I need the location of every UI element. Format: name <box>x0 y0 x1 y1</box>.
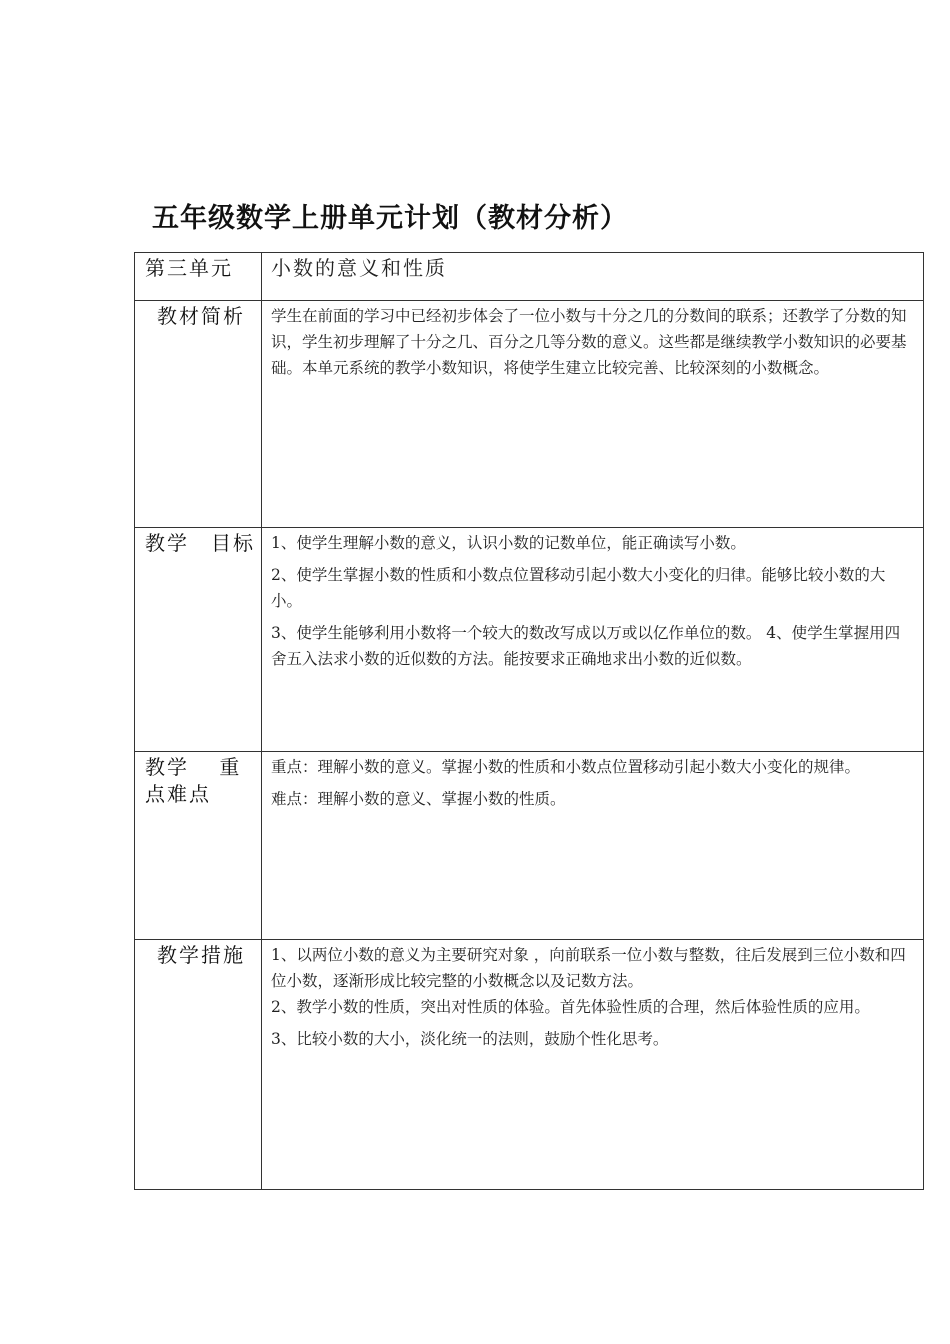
analysis-content-cell <box>262 301 924 528</box>
unit-content-cell <box>262 253 924 301</box>
keypoints-content-cell <box>262 752 924 940</box>
unit-label: 第三单元 <box>145 256 233 280</box>
unit-row <box>135 253 924 301</box>
analysis-label: 教材简析 <box>157 304 245 328</box>
goals-row <box>135 528 924 752</box>
keypoints-row <box>135 752 924 940</box>
page-title: 五年级数学上册单元计划（教材分析） <box>152 203 628 234</box>
measures-content-cell <box>262 940 924 1190</box>
analysis-paragraph: 学生在前面的学习中已经初步体会了一位小数与十分之几的分数间的联系；还教学了分数的知识，学生初步理解了十分之几、百分之几等分数的意义。这些都是继续教学小数知识的必要基础。本单元系统的教学小数知识，将使学生建立比较完善、比较深刻的小数概念。 <box>271 307 907 377</box>
analysis-row <box>135 301 924 528</box>
measures-row <box>135 940 924 1190</box>
unit-name: 小数的意义和性质 <box>271 256 447 280</box>
key-point: 重点：理解小数的意义。掌握小数的性质和小数点位置移动引起小数大小变化的规律。 <box>271 758 861 776</box>
keypoints-label-cell <box>135 752 262 940</box>
unit-label-cell <box>135 253 262 301</box>
keypoints-label: 教学 重点难点 <box>145 755 242 806</box>
measure-item: 1、以两位小数的意义为主要研究对象 ，向前联系一位小数与整数，往后发展到三位小数和四位小数，逐渐形成比较完整的小数概念以及记数方法。 <box>271 946 906 990</box>
measure-item: 2、教学小数的性质，突出对性质的体验。首先体验性质的合理，然后体验性质的应用。 <box>271 998 870 1016</box>
plan-table <box>134 252 924 1190</box>
goal-item: 3、使学生能够利用小数将一个较大的数改写成以万或以亿作单位的数。 4、使学生掌握用四舍五入法求小数的近似数的方法。能按要求正确地求出小数的近似数。 <box>271 624 901 668</box>
goals-label: 教学 目标 <box>145 531 255 555</box>
analysis-label-cell <box>135 301 262 528</box>
goal-item: 1、使学生理解小数的意义，认识小数的记数单位，能正确读写小数。 <box>271 534 746 552</box>
measure-item: 3、比较小数的大小，淡化统一的法则，鼓励个性化思考。 <box>271 1030 669 1048</box>
measures-label: 教学措施 <box>157 943 245 967</box>
difficult-point: 难点：理解小数的意义、掌握小数的性质。 <box>271 790 566 808</box>
goals-label-cell <box>135 528 262 752</box>
goals-content-cell <box>262 528 924 752</box>
measures-label-cell <box>135 940 262 1190</box>
goal-item: 2、使学生掌握小数的性质和小数点位置移动引起小数大小变化的归律。能够比较小数的大小。 <box>271 566 886 610</box>
